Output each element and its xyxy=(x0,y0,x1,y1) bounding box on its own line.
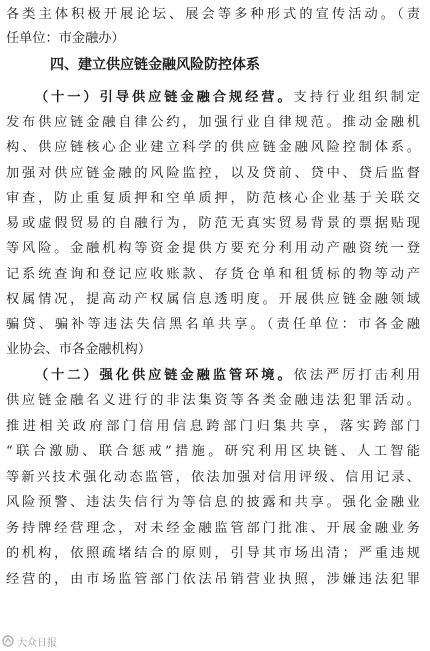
section-12-first-line xyxy=(6,366,420,386)
section-12-title: （十二）强化供应链金融监管环境。 xyxy=(32,368,294,383)
section-11-title: （十一）引导供应链金融合规经营。 xyxy=(32,90,294,105)
paragraph-line: “联合激励、联合惩戒”措施。研究利用区块链、人工智能 xyxy=(6,444,420,459)
paragraph-line: 的机构，依照疏堵结合的原则，引导其市场出清；严重违规 xyxy=(6,546,420,561)
paragraph-line: 业协会、市各金融机构） xyxy=(6,342,152,357)
paragraph-line: 等新兴技术强化动态监管，依法加强对信用评级、信用记录、 xyxy=(6,470,420,485)
watermark xyxy=(2,634,57,648)
paragraph-line: 推进相关政府部门信用信息跨部门归集共享，落实跨部门 xyxy=(6,419,420,434)
paragraph-line: 任单位：市金融办） xyxy=(6,31,125,46)
paragraph-line: 权属情况，提高动产权属信息透明度。开展供应链金融领域 xyxy=(6,292,420,307)
paragraph-line: 记系统查询和登记应收账款、存货仓单和租赁标的物等动产 xyxy=(6,267,420,282)
paragraph-line: 构、供应链核心企业建立科学的供应链金融风险控制体系。 xyxy=(6,140,420,155)
paragraph-line: 加强对供应链金融的风险监控，以及贷前、贷中、贷后监督 xyxy=(6,166,420,181)
paragraph-line: 骗贷、骗补等违法失信黑名单共享。（责任单位：市各金融 xyxy=(6,317,420,332)
paragraph-line: 风险预警、违法失信行为等信息的披露和共享。强化金融业 xyxy=(6,495,420,510)
paragraph-line: 易或虚假贸易的自融行为，防范无真实贸易背景的票据贴现 xyxy=(6,216,420,231)
paragraph-line: 供应链金融名义进行的非法集资等各类金融违法犯罪活动。 xyxy=(6,393,420,408)
paragraph-line: 审查，防止重复质押和空单质押，防范核心企业基于关联交 xyxy=(6,191,420,206)
section-heading: 四、建立供应链金融风险防控体系 xyxy=(50,57,260,73)
brand-logo-icon xyxy=(2,635,14,647)
paragraph-line: 各类主体积极开展论坛、展会等多种形式的宣传活动。（责 xyxy=(6,7,420,22)
paragraph-line: 等风险。金融机构等资金提供方要充分利用动产融资统一登 xyxy=(6,241,420,256)
section-11-text: 支持行业组织制定 xyxy=(293,90,420,105)
paragraph-line: 务持牌经营理念，对未经金融监管部门批准、开展金融业务 xyxy=(6,521,420,536)
section-12-text: 依法严厉打击利用 xyxy=(293,368,420,383)
watermark-text: 大众日报 xyxy=(17,637,57,649)
section-11-first-line xyxy=(6,88,420,108)
paragraph-line: 发布供应链金融自律公约，加强行业自律规范。推动金融机 xyxy=(6,115,420,130)
paragraph-line: 经营的，由市场监管部门依法吊销营业执照，涉嫌违法犯罪 xyxy=(6,572,420,587)
